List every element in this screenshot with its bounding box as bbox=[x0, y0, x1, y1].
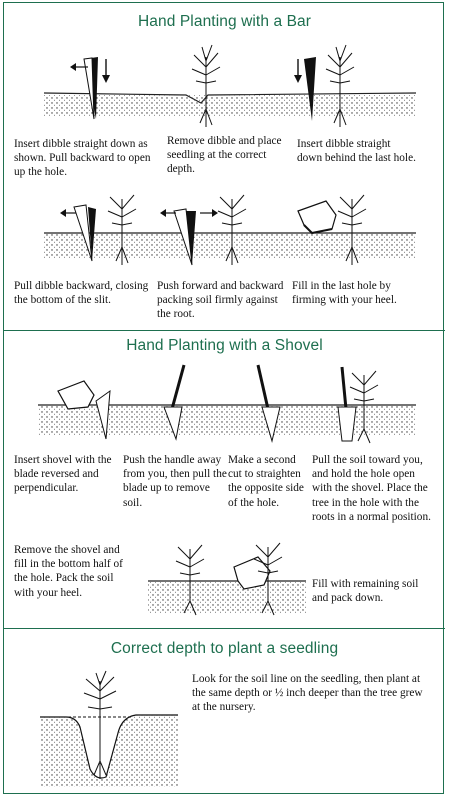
shovel-step-2-caption: Push the handle away from you, then pull the blade up to remove soil. bbox=[123, 454, 227, 509]
shovel-row1-illustration bbox=[36, 361, 436, 451]
shovel-step-1-caption: Insert shovel with the blade reversed and perpendicular. bbox=[14, 454, 112, 495]
boot-heel-icon bbox=[298, 201, 336, 233]
bar-step-1-caption: Insert dibble straight down as shown. Pull backward to open up the hole. bbox=[14, 138, 151, 179]
soil-strip bbox=[38, 405, 416, 436]
section-shovel-planting bbox=[4, 330, 445, 629]
depth-illustration bbox=[36, 669, 182, 787]
bar-step-4-caption: Pull dibble backward, closing the bottom of the slit. bbox=[14, 280, 149, 307]
shovel-step-6-caption: Fill with remaining soil and pack down. bbox=[312, 578, 419, 605]
shovel-step-4-caption: Pull the soil toward you, and hold the hole open with the shovel. Place the tree in the hole with the roots in a normal position. bbox=[312, 454, 431, 523]
bar-step-6-caption: Fill in the last hole by firming with your heel. bbox=[292, 280, 397, 307]
shovel-step-5-caption: Remove the shovel and fill in the bottom half of the hole. Pack the soil with your heel. bbox=[14, 544, 123, 599]
soil-strip bbox=[148, 581, 306, 614]
depth-caption: Look for the soil line on the seedling, then plant at the same depth or ½ inch deeper than the tree grew at the nursery. bbox=[192, 673, 423, 714]
bar-row1-illustration bbox=[36, 37, 436, 137]
shovel-step-3-caption: Make a second cut to straighten the opposite side of the hole. bbox=[228, 454, 304, 509]
section-title: Hand Planting with a Shovel bbox=[126, 337, 323, 354]
planting-hole bbox=[40, 715, 178, 787]
bar-step-2-caption: Remove dibble and place seedling at the correct depth. bbox=[167, 135, 282, 176]
shovel-row2-illustration bbox=[142, 539, 312, 621]
bar-step-3-caption: Insert dibble straight down behind the last hole. bbox=[297, 138, 416, 165]
section-bar-planting bbox=[4, 3, 445, 330]
section-title: Correct depth to plant a seedling bbox=[110, 640, 339, 657]
bar-row2-illustration bbox=[36, 189, 436, 275]
section-correct-depth bbox=[4, 628, 445, 796]
soil-strip bbox=[44, 93, 416, 117]
section-title: Hand Planting with a Bar bbox=[138, 13, 311, 30]
instruction-sheet bbox=[3, 2, 444, 794]
soil-strip bbox=[44, 233, 416, 258]
bar-step-5-caption: Push forward and backward packing soil firmly against the root. bbox=[157, 280, 284, 321]
